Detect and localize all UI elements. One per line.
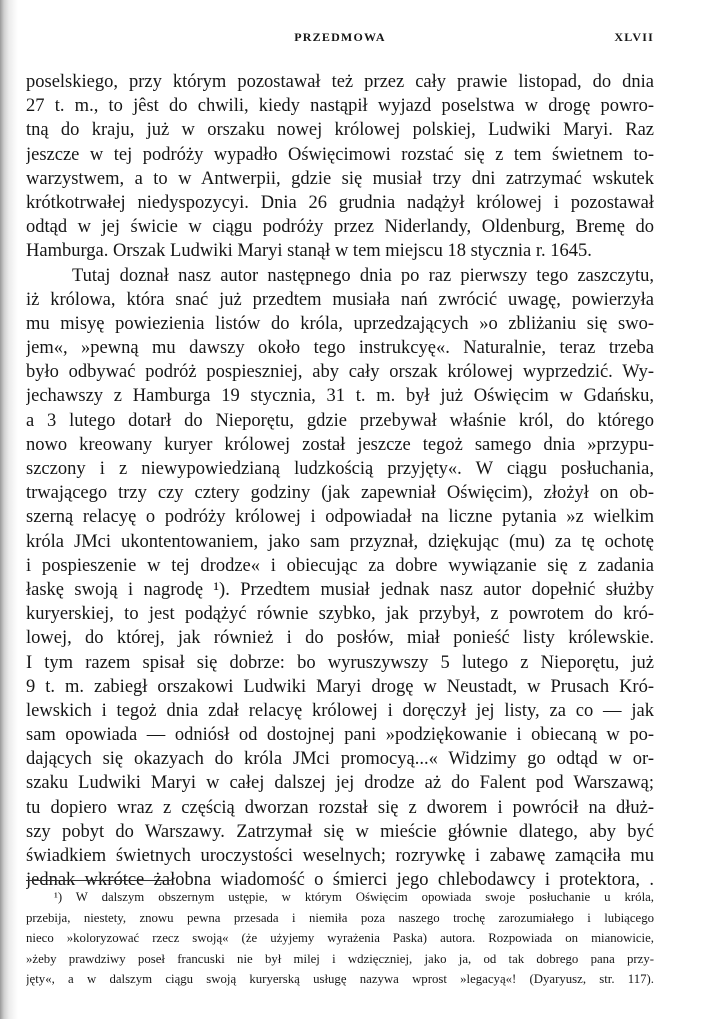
footnotes xyxy=(26,887,654,990)
text-line: 27 t. m., to jêst do chwili, kiedy nastąpił wyjazd poselstwa w drogę powro- xyxy=(26,96,654,117)
text-line: kuryerskiej, to jest podążyć równie szybko, jak przybył, z powrotem do kró- xyxy=(26,604,654,625)
text-line: a 3 lutego dotarł do Nieporętu, gdzie przebywał właśnie król, do którego xyxy=(26,410,654,431)
text-line: szczony i z niewypowiedzianą ludzkością przyjęty«. W ciągu posłuchania, xyxy=(26,459,654,479)
text-line: łaskę swoją i nagrodę ¹). Przedtem musiał jednak nasz autor dopełnić służby xyxy=(26,579,654,600)
text-line: jeszcze w tej podróży wypadło Oświęcimowi rozstać się z tem świetnem to- xyxy=(26,144,654,165)
running-title: PRZEDMOWA xyxy=(294,30,386,44)
page-header xyxy=(26,30,654,54)
scan-binding-edge xyxy=(0,0,18,1019)
text-line: nowo kreowany kuryer królowej został jeszcze tegoż samego dnia »przypu- xyxy=(26,434,654,455)
text-line: sam opowiada — odniósł od dostojnej pani »podziękowanie i obiecaną w po- xyxy=(26,725,654,746)
page-number: XLVII xyxy=(614,30,654,44)
text-line: szerną relacyę o podróży królowej i odpowiadał na liczne pytania »z wielkim xyxy=(26,507,654,528)
text-line: Tutaj doznał nasz autor następnego dnia po raz pierwszy tego zaszczytu, xyxy=(72,265,654,286)
text-line: trwającego trzy czy cztery godziny (jak zapewniał Oświęcim), złożył on ob- xyxy=(26,483,654,504)
footnote-divider xyxy=(26,880,171,881)
text-line: jednak wkrótce żałobna wiadomość o śmierci jego chlebodawcy i protektora, . xyxy=(26,870,654,891)
text-line: lewskich i tegoż dnia zdał relacyę królowej i doręczył jej listy, za co — jak xyxy=(26,700,654,721)
text-line: odtąd w jej świcie w ciągu podróży przez Niderlandy, Oldenburg, Bremę do xyxy=(26,217,654,238)
text-line: jechawszy z Hamburga 19 stycznia, 31 t. m. był już Oświęcim w Gdańsku, xyxy=(26,386,654,407)
text-line: było odbywać podróż pospieszniej, aby cały orszak królowej wyprzedzić. Wy- xyxy=(26,362,654,383)
footnote-line: ¹) W dalszym obszernym ustępie, w którym Oświęcim opowiada swoje posłuchanie u króla, xyxy=(54,890,654,904)
text-line: króla JMci ukontentowaniem, jako sam przyznał, dziękując (mu) za tę ochotę xyxy=(26,531,654,552)
text-line: szy pobyt do Warszawy. Zatrzymał się w mieście głównie dlatego, aby być xyxy=(26,821,654,842)
text-line: jem«, »pewną mu dawszy około tego instrukcyę«. Naturalnie, teraz trzeba xyxy=(26,338,654,359)
footnote-line: jęty«, a w dalszym ciągu swoją kuryerską usługę nazywa wprost »legacyą«! (Dyaryusz, str. 117). xyxy=(26,972,654,986)
text-line: tu dopiero wraz z częścią dworzan rozstał się z dworem i powrócił na dłuż- xyxy=(26,797,654,818)
text-line: tną do kraju, już w orszaku nowej królowej polskiej, Ludwiki Maryi. Raz xyxy=(26,120,654,141)
text-line: mu misyę powiezienia listów do króla, uprzedzających »o zbliżaniu się swo- xyxy=(26,313,654,334)
main-text xyxy=(26,70,654,892)
text-line: poselskiego, przy którym pozostawał też przez cały prawie listopad, do dnia xyxy=(26,72,654,92)
text-line: Hamburga. Orszak Ludwiki Maryi stanął w tem miejscu 18 stycznia r. 1645. xyxy=(26,241,592,262)
footnote-line: nieco »koloryzować rzecz swoją« (że użyjemy wyrażenia Paska) autora. Rozpowiada on mianowicie, xyxy=(26,931,654,945)
footnote-line: »żeby prawdziwy poseł francuski nie był milej i wdzięczniej, jako ja, od tak dobrego pana przy- xyxy=(26,951,654,966)
text-line: krótkotrwałej niedyspozycyi. Dnia 26 grudnia nadążył królowej i pozostawał xyxy=(26,192,654,213)
text-line: szaku Ludwiki Maryi w całej dalszej jej drodze aż do Falent pod Warszawą; xyxy=(26,773,654,794)
text-line: iż królowa, która snać już przedtem musiała nań zwrócić uwagę, powierzyła xyxy=(26,289,654,310)
text-line: warzystwem, a to w Antwerpii, gdzie się musiał trzy dni zatrzymać wskutek xyxy=(26,168,654,189)
text-line: świadkiem świetnych uroczystości weselnych; rozrywkę i zabawę zamąciła mu xyxy=(26,846,654,866)
text-line: lowej, do której, jak również i do posłów, miał ponieść listy królewskie. xyxy=(26,628,654,649)
footnote-line: przebija, niestety, znowu pewna przesada i niemiła poza naszego trochę zarozumiałego i lubiącego xyxy=(26,910,654,925)
text-line: i pospieszenie w tej drodze« i obiecując za dobre wywiązanie się z zadania xyxy=(26,555,654,576)
text-line: 9 t. m. zabiegł orszakowi Ludwiki Maryi drogę w Neustadt, w Prusach Kró- xyxy=(26,676,654,697)
text-line: I tym razem spisał się dobrze: bo wyruszywszy 5 lutego z Nieporętu, już xyxy=(26,652,654,673)
text-line: dających się okazyach do króla JMci promocyą...« Widzimy go odtąd w or- xyxy=(26,749,654,770)
